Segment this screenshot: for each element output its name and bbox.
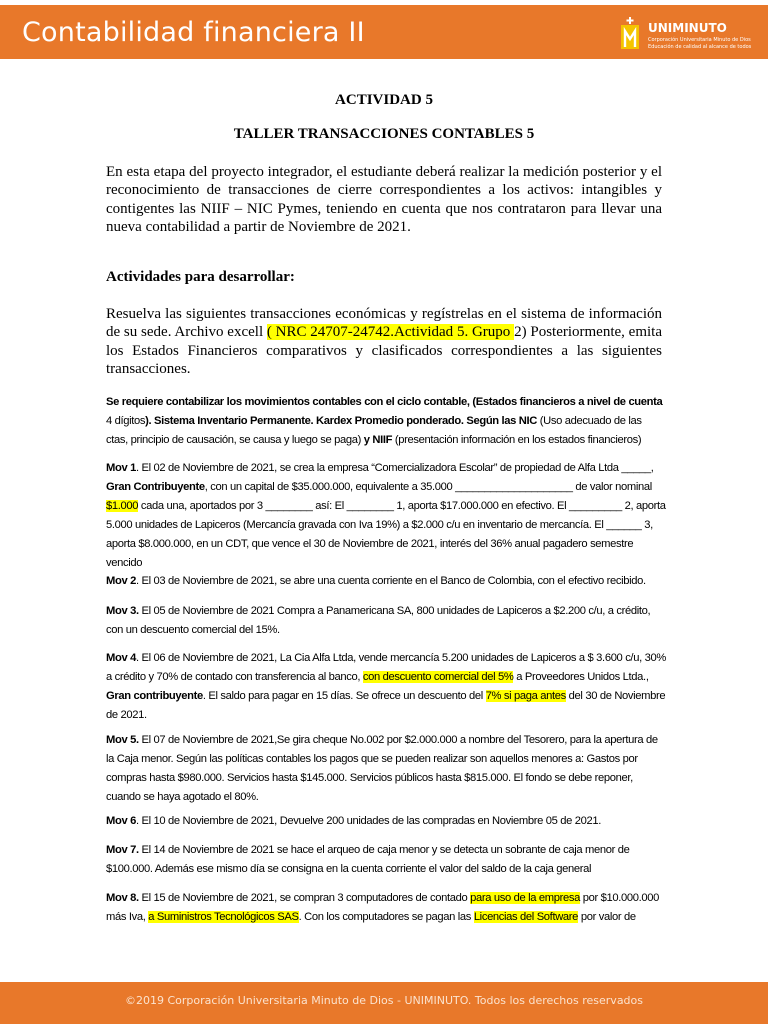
movement-text: , con un capital de $35.000.000, equivalente a 35.000 ____________________ de valor nominal	[204, 481, 652, 493]
movement-6	[106, 812, 666, 831]
movement-label: Mov 1	[106, 462, 136, 474]
nrc-highlight: ( NRC 24707-24742.Actividad 5. Grupo	[266, 324, 515, 341]
activity-title: ACTIVIDAD 5	[335, 92, 433, 108]
early-payment-highlight: 7% si paga antes	[485, 690, 566, 702]
movement-text: El 07 de Noviembre de 2021,Se gira cheque No.002 por $2.000.000 a nombre del Tesorero, para la apertura de la Caja menor. Según las políticas contables los pagos que se pueden realizar son aquellos menores a: Gastos por compras hasta $980.000. Servicios hasta $145.000. Servicios públicos hasta $815.000. El fondo se debe reponer, cuando se haya agotado el 80%.	[106, 734, 658, 803]
movement-label: Mov 2	[106, 575, 136, 587]
movement-8	[106, 889, 666, 927]
movement-text: a Proveedores Unidos Ltda.,	[513, 671, 649, 683]
page-footer	[0, 982, 768, 1024]
header-band	[0, 5, 768, 59]
gran-contribuyente-label: Gran contribuyente	[106, 690, 203, 702]
supplier-highlight: a Suministros Tecnológicos SAS	[148, 911, 299, 923]
movement-label: Mov 4	[106, 652, 136, 664]
intro-paragraph: En esta etapa del proyecto integrador, el estudiante deberá realizar la medición posterior y el reconocimiento de transacciones de cierre correspondientes a los activos: intangibles y contigentes las NIIF – NIC Pymes, teniendo en cuenta que nos contrataron para llevar una nueva contabilidad a partir de Noviembre de 2021.	[106, 164, 662, 235]
requirements-text-3: (presentación información en los estados financieros)	[392, 434, 642, 446]
activities-heading: Actividades para desarrollar:	[106, 269, 295, 285]
workshop-title: TALLER TRANSACCIONES CONTABLES 5	[233, 126, 535, 142]
movement-text: por $10.000.000 más Iva,	[106, 892, 659, 923]
gran-contribuyente-label: Gran Contribuyente	[106, 481, 205, 493]
requirements-bold-2: ). Sistema Inventario Permanente. Kardex Promedio ponderado. Según las NIC	[145, 415, 538, 427]
logo-subtitle: Corporación Universitaria Minuto de Dios	[648, 37, 751, 43]
uniminuto-logo	[616, 17, 766, 55]
page-header	[0, 0, 768, 62]
movement-label: Mov 5.	[106, 734, 139, 746]
nominal-value-highlight: $1.000	[106, 500, 139, 512]
movement-text: El 14 de Noviembre de 2021 se hace el arqueo de caja menor y se detecta un sobrante de caja menor de $100.000. Además ese mismo día se consigna en la cuenta corriente el valor del saldo de la caja general	[106, 844, 630, 875]
logo-mark-icon	[616, 17, 644, 55]
company-use-highlight: para uso de la empresa	[470, 892, 580, 904]
movement-label: Mov 8.	[106, 892, 139, 904]
footer-copyright: ©2019 Corporación Universitaria Minuto de Dios - UNIMINUTO. Todos los derechos reservados	[125, 994, 643, 1007]
logo-name: UNIMINUTO	[648, 21, 727, 35]
logo-tagline: Educación de calidad al alcance de todos	[648, 44, 752, 50]
software-licenses-highlight: Licencias del Software	[473, 911, 579, 923]
movement-label: Mov 7.	[106, 844, 139, 856]
instructions-text-1: Resuelva las siguientes transacciones económicas y regístrelas en el sistema de información de su sede. Archivo excell	[106, 306, 662, 341]
movement-4	[106, 649, 666, 725]
requirements-text-1: 4 dígitos	[106, 415, 146, 427]
discount-highlight: con descuento comercial del 5%	[362, 671, 514, 683]
instructions-paragraph	[106, 305, 662, 378]
movement-text: El 15 de Noviembre de 2021, se compran 3 computadores de contado	[138, 892, 471, 904]
movement-text: cada una, aportados por 3 ________ así: El ________ 1, aporta $17.000.000 en efectivo. El _________ 2, aporta 5.000 unidades de Lapiceros (Mercancía gravada con Iva 19%) a $2.000 c/u en inventario de mercancía. El ______ 3, aporta $8.000.000, en un CDT, que vence el 30 de Noviembre de 2021, interés del 36% anual pagadero semestre vencido	[106, 500, 666, 569]
requirements-paragraph	[106, 393, 666, 450]
movement-text: . Con los computadores se pagan las	[298, 911, 474, 923]
movement-text: . El 10 de Noviembre de 2021, Devuelve 200 unidades de las compradas en Noviembre 05 de 2021.	[135, 815, 601, 827]
requirements-bold-1: Se requiere contabilizar los movimientos contables con el ciclo contable, (Estados financieros a nivel de cuenta	[106, 396, 663, 408]
movement-label: Mov 6	[106, 815, 136, 827]
movement-text: del 30 de Noviembre de 2021.	[106, 690, 666, 721]
movement-text: . El 03 de Noviembre de 2021, se abre una cuenta corriente en el Banco de Colombia, con el efectivo recibido.	[135, 575, 646, 587]
movement-7	[106, 841, 666, 879]
course-title: Contabilidad financiera II	[22, 17, 365, 48]
movement-5	[106, 731, 666, 807]
movement-text: por valor de	[578, 911, 636, 923]
movement-3	[106, 602, 666, 640]
movement-1	[106, 459, 666, 573]
movement-text: El 05 de Noviembre de 2021 Compra a Panamericana SA, 800 unidades de Lapiceros a $2.200 c/u, a crédito, con un descuento comercial del 15%.	[106, 605, 651, 636]
movement-2	[106, 572, 666, 591]
requirements-text-2: (Uso adecuado de las ctas, principio de causación, se causa y luego se paga)	[106, 415, 642, 446]
movement-label: Mov 3.	[106, 605, 139, 617]
movement-text: . El saldo para pagar en 15 días. Se ofrece un descuento del	[202, 690, 486, 702]
requirements-bold-3: y NIIF	[361, 434, 393, 446]
instructions-text-2: 2) Posteriormente, emita los Estados Financieros comparativos y clasificados correspondientes a las siguientes transacciones.	[106, 324, 662, 377]
movement-text: . El 06 de Noviembre de 2021, La Cia Alfa Ltda, vende mercancía 5.200 unidades de Lapiceros a $ 3.600 c/u, 30% a crédito y 70% de contado con transferencia al banco,	[106, 652, 666, 683]
movement-text: . El 02 de Noviembre de 2021, se crea la empresa “Comercializadora Escolar” de propiedad de Alfa Ltda _____,	[135, 462, 654, 474]
